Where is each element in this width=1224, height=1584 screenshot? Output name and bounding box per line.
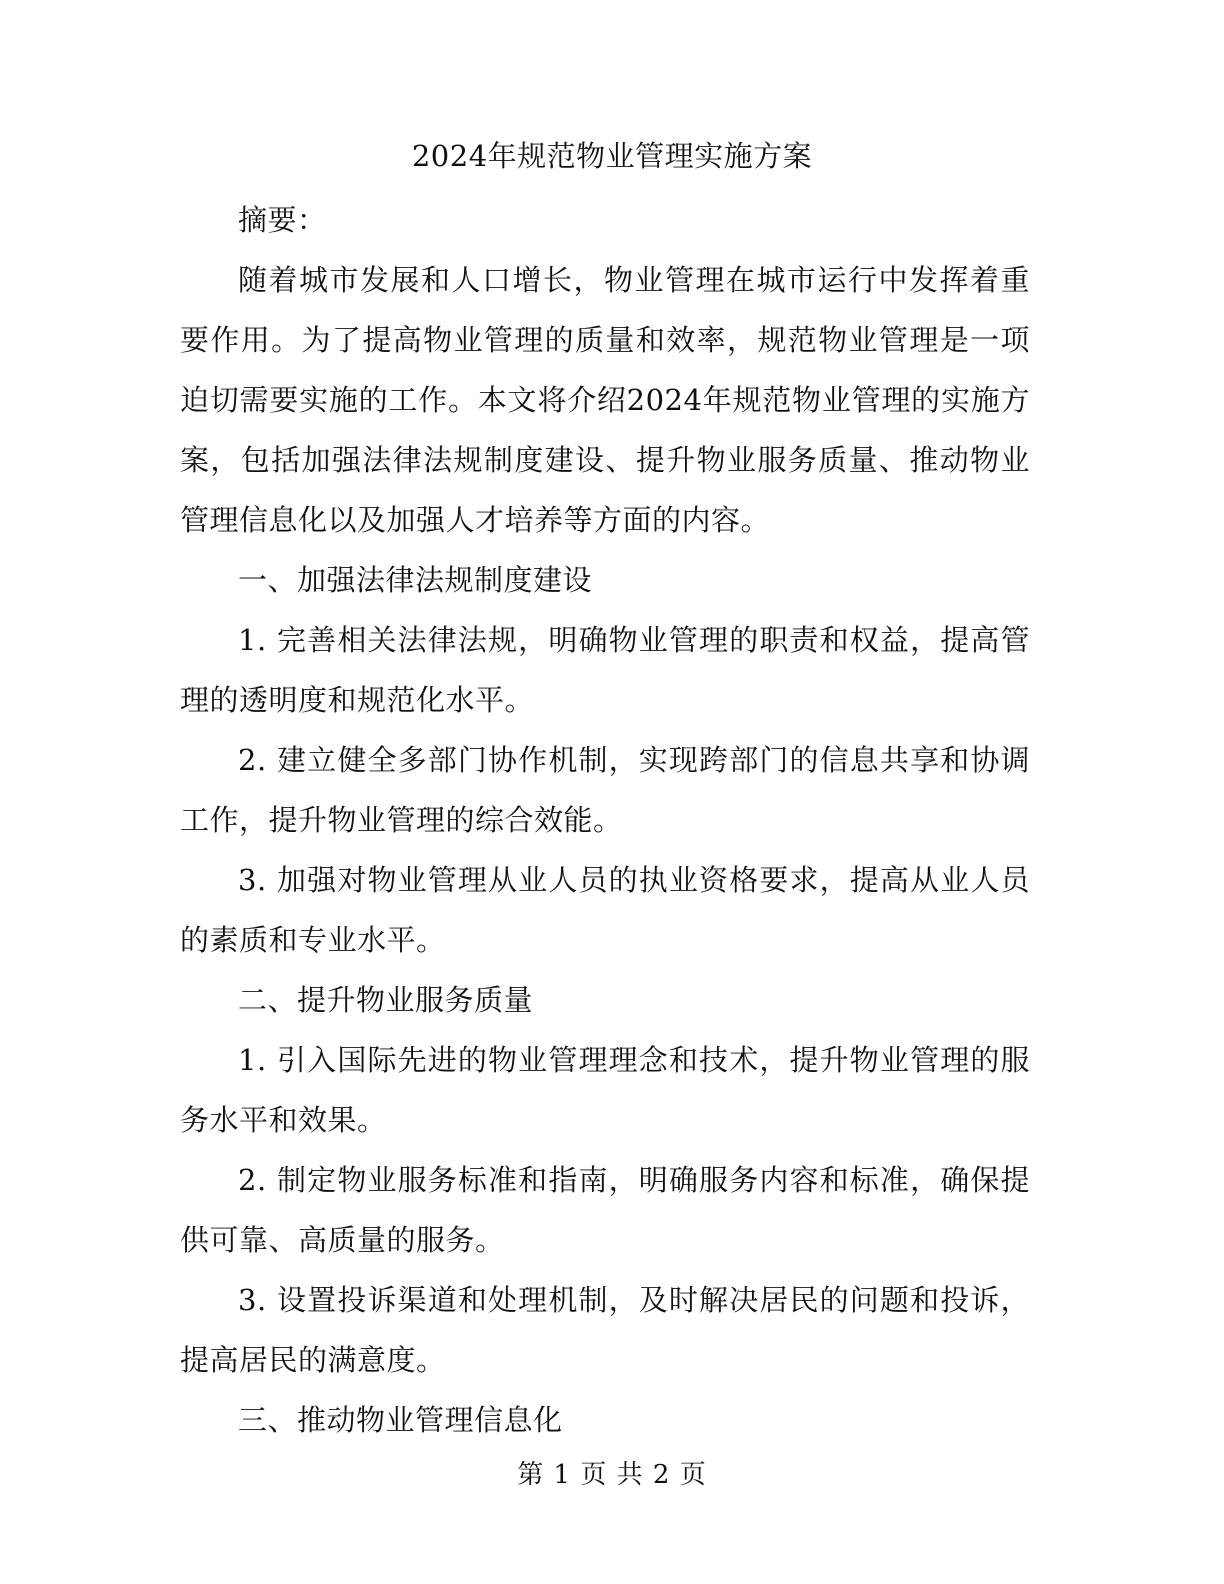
page-footer: 第 1 页 共 2 页 xyxy=(517,1460,707,1490)
list-item: 2. 制定物业服务标准和指南，明确服务内容和标准，确保提供可靠、高质量的服务。 xyxy=(180,1163,1030,1257)
section-heading-1: 一、加强法律法规制度建设 xyxy=(238,563,593,597)
list-item: 1. 引入国际先进的物业管理理念和技术，提升物业管理的服务水平和效果。 xyxy=(180,1043,1030,1137)
document-body xyxy=(180,190,1030,1450)
list-item: 1. 完善相关法律法规，明确物业管理的职责和权益，提高管理的透明度和规范化水平。 xyxy=(180,623,1030,717)
abstract-paragraph: 随着城市发展和人口增长，物业管理在城市运行中发挥着重要作用。为了提高物业管理的质量和效率，规范物业管理是一项迫切需要实施的工作。本文将介绍2024年规范物业管理的实施方案，包括加强法律法规制度建设、提升物业服务质量、推动物业管理信息化以及加强人才培养等方面的内容。 xyxy=(180,263,1030,537)
document-title: 2024年规范物业管理实施方案 xyxy=(411,139,813,173)
abstract-heading: 摘要： xyxy=(238,203,327,237)
list-item: 3. 加强对物业管理从业人员的执业资格要求，提高从业人员的素质和专业水平。 xyxy=(180,863,1030,957)
list-item: 3. 设置投诉渠道和处理机制，及时解决居民的问题和投诉，提高居民的满意度。 xyxy=(180,1283,1030,1377)
section-heading-3: 三、推动物业管理信息化 xyxy=(238,1403,563,1437)
section-heading-2: 二、提升物业服务质量 xyxy=(238,983,534,1017)
list-item: 2. 建立健全多部门协作机制，实现跨部门的信息共享和协调工作，提升物业管理的综合效能。 xyxy=(180,743,1030,837)
